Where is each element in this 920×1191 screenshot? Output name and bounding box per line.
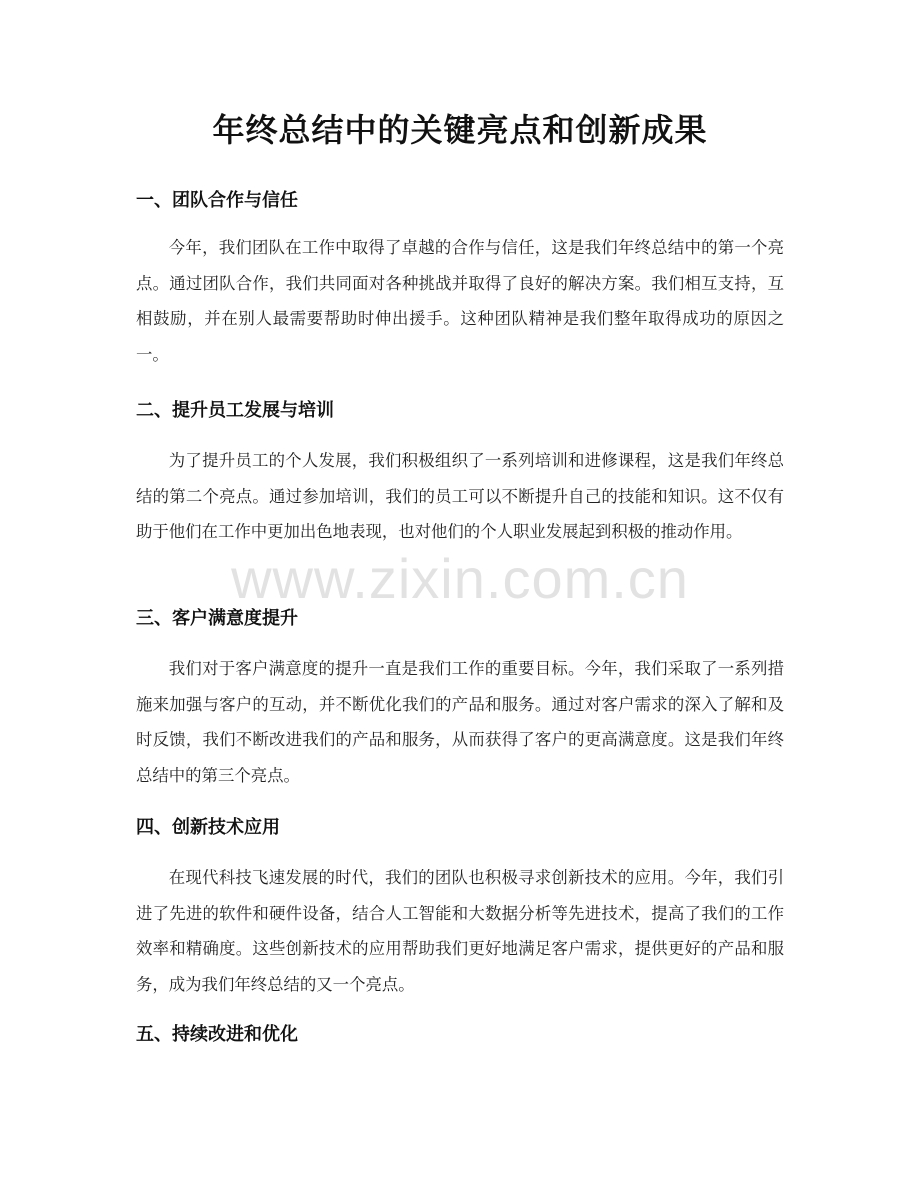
section-heading-5: 五、持续改进和优化	[136, 1024, 298, 1045]
section-heading-3: 三、客户满意度提升	[136, 608, 298, 629]
section-paragraph-3: 我们对于客户满意度的提升一直是我们工作的重要目标。今年，我们采取了一系列措施来加强与客户的互动，并不断优化我们的产品和服务。通过对客户需求的深入了解和及时反馈，我们不断改进我们的产品和服务，从而获得了客户的更高满意度。这是我们年终总结中的第三个亮点。	[136, 659, 784, 785]
section-heading-1: 一、团队合作与信任	[136, 190, 298, 211]
section-heading-4: 四、创新技术应用	[136, 817, 280, 838]
section-heading-2: 二、提升员工发展与培训	[136, 400, 334, 421]
section-paragraph-4: 在现代科技飞速发展的时代，我们的团队也积极寻求创新技术的应用。今年，我们引进了先进的软件和硬件设备，结合人工智能和大数据分析等先进技术，提高了我们的工作效率和精确度。这些创新技术的应用帮助我们更好地满足客户需求，提供更好的产品和服务，成为我们年终总结的又一个亮点。	[136, 868, 784, 994]
watermark: www.zixin.com.cn	[231, 547, 689, 610]
document-title: 年终总结中的关键亮点和创新成果	[212, 111, 708, 149]
section-paragraph-1: 今年，我们团队在工作中取得了卓越的合作与信任，这是我们年终总结中的第一个亮点。通过团队合作，我们共同面对各种挑战并取得了良好的解决方案。我们相互支持，互相鼓励，并在别人最需要帮助时伸出援手。这种团队精神是我们整年取得成功的原因之一。	[136, 238, 784, 364]
section-paragraph-2: 为了提升员工的个人发展，我们积极组织了一系列培训和进修课程，这是我们年终总结的第二个亮点。通过参加培训，我们的员工可以不断提升自己的技能和知识。这不仅有助于他们在工作中更加出色地表现，也对他们的个人职业发展起到积极的推动作用。	[136, 451, 784, 542]
